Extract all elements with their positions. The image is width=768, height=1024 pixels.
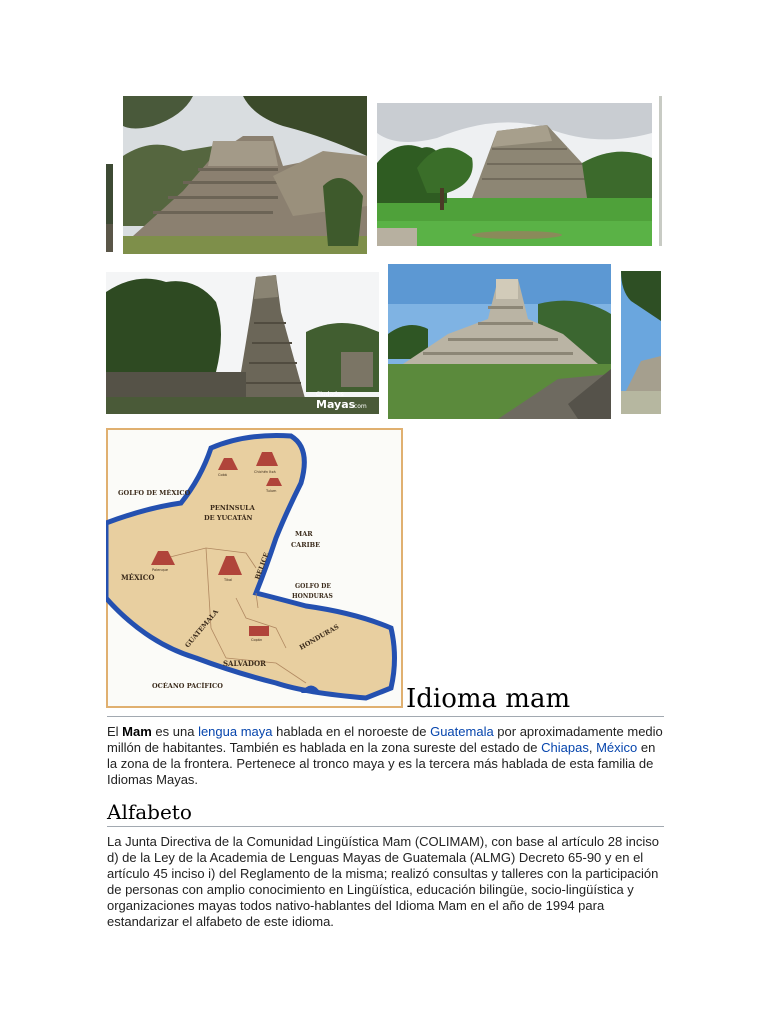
site-coba: Cobá xyxy=(218,473,227,477)
label-caribe: CARIBE xyxy=(291,541,321,549)
intro-text-5: , xyxy=(588,740,597,755)
label-belice: BELICE xyxy=(253,551,271,581)
label-peninsula-1: PENÍNSULA xyxy=(210,504,255,512)
title-divider xyxy=(107,716,664,717)
link-mexico[interactable]: México xyxy=(596,740,638,755)
watermark-line2: Mayas xyxy=(316,398,356,411)
watermark-line3: .com xyxy=(352,403,367,410)
label-oceano: OCÉANO PACÍFICO xyxy=(152,682,223,690)
label-mar: MAR xyxy=(295,530,313,538)
site-chichen: Chichén Itzá xyxy=(254,470,276,474)
maya-region-map xyxy=(106,428,403,708)
article-title: Idioma mam xyxy=(406,684,571,714)
intro-text-4: por aproximadamente medio millón de habitantes. También es hablada en la zona sureste del estado de xyxy=(107,724,663,755)
photo-edge-strip-left xyxy=(106,164,113,252)
label-gulf-mexico: GOLFO DE MÉXICO xyxy=(118,489,191,497)
link-guatemala[interactable]: Guatemala xyxy=(430,724,494,739)
section-divider xyxy=(107,826,664,827)
photo-pyramid-grassland xyxy=(377,103,652,246)
site-copan: Copán xyxy=(251,638,263,642)
intro-text-3: hablada en el noroeste de xyxy=(272,724,431,739)
intro-text-2: es una xyxy=(151,724,199,739)
label-golfo-honduras-2: HONDURAS xyxy=(292,593,333,600)
section-title-alfabeto: Alfabeto xyxy=(107,800,192,824)
photo-partial-right xyxy=(621,271,661,414)
site-palenque: Palenque xyxy=(152,568,169,572)
watermark-line1: Ciudades xyxy=(316,391,344,398)
label-golfo-honduras-1: GOLFO DE xyxy=(295,583,331,590)
label-mexico: MÉXICO xyxy=(121,573,155,582)
label-peninsula-2: DE YUCATÁN xyxy=(204,514,253,522)
photo-edzna-temple xyxy=(388,264,611,419)
link-lengua-maya[interactable]: lengua maya xyxy=(198,724,273,739)
intro-text-6: en la zona de la frontera. Pertenece al tronco maya y es la tercera más hablada de esta familia de Idiomas Mayas. xyxy=(107,740,656,787)
intro-mam-bold: Mam xyxy=(122,724,152,739)
intro-paragraph xyxy=(107,724,664,788)
link-chiapas[interactable]: Chiapas xyxy=(541,740,589,755)
photo-edge-strip-right-top xyxy=(659,96,662,246)
intro-text-1: El xyxy=(107,724,123,739)
alfabeto-paragraph: La Junta Directiva de la Comunidad Lingüística Mam (COLIMAM), con base al artículo 28 inciso d) de la Ley de la Academia de Lenguas Mayas de Guatemala (ALMG) Decreto 65-90 y en el artículo 45 inciso i) del Reglamento de la misma; realizó consultas y talleres con la participación de personas con amplio conocimiento en Lingüística, educación bilingüe, socio-lingüística y organizaciones mayas todos nativo-hablantes del Idioma Mam en el año de 1994 para estandarizar el alfabeto de este idioma. xyxy=(107,834,660,929)
label-guatemala: GUATEMALA xyxy=(183,607,220,650)
site-tulum: Tulum xyxy=(266,489,277,493)
site-tikal: Tikal xyxy=(224,578,233,582)
photo-tikal-temple xyxy=(106,272,379,414)
photo-temple-inscriptions xyxy=(123,96,367,254)
label-salvador: SALVADOR xyxy=(223,659,266,668)
label-honduras: HONDURAS xyxy=(298,622,341,652)
